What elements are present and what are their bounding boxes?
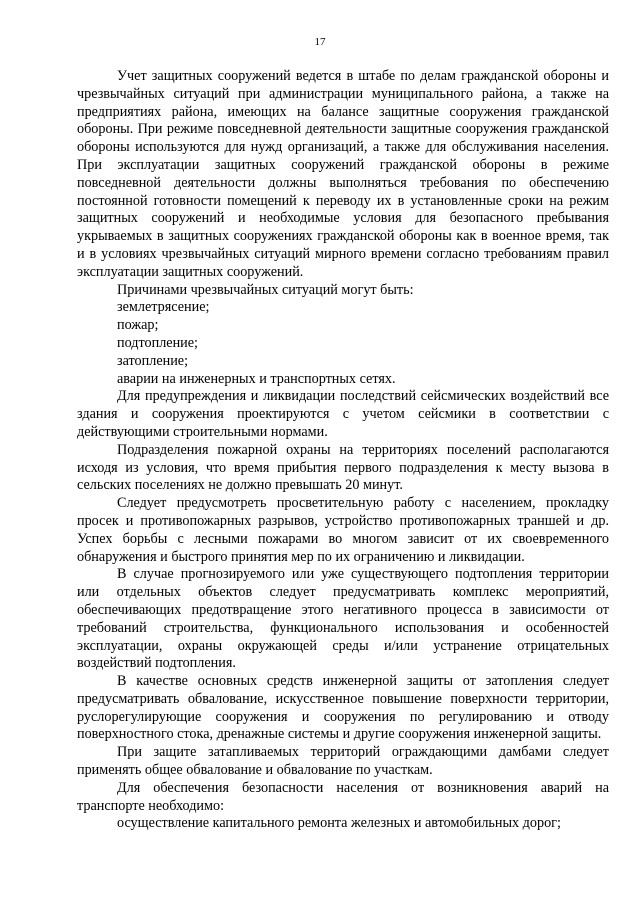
paragraph-shelters-accounting: Учет защитных сооружений ведется в штабе по делам гражданской обороны и чрезвычайных ситуаций при администрации муниципального района, а также на предприятиях района, имеющих на балансе защитные сооружения гражданской обороны. При режиме повседневной деятельности защитные сооружения гражданской обороны используются для нужд организаций, а также для обслуживания населения. При эксплуатации защитных сооружений гражданской обороны в режиме повседневной деятельности должны выполняться требования по обеспечению постоянной готовности помещений к переводу их в установленные сроки на режим защитных сооружений и необходимые условия для безопасного пребывания укрываемых в защитных сооружениях гражданской обороны как в военное время, так и в условиях чрезвычайных ситуаций мирного времени согласно требованиям правил эксплуатации защитных сооружений. [77, 68, 609, 280]
paragraph-underflooding: В случае прогнозируемого или уже существующего подтопления территории или отдельных объектов следует предусматривать комплекс мероприятий, обеспечивающих предотвращение этого негативного процесса в зависимости от требований строительства, функционального использования и особенностей эксплуатации, охраны окружающей среды и/или устранение отрицательных воздействий подтопления. [77, 566, 609, 672]
list-item-earthquake: землетрясение; [117, 299, 210, 316]
body-text [77, 68, 609, 833]
list-item-underflooding: подтопление; [117, 334, 198, 351]
paragraph-emergency-causes: Причинами чрезвычайных ситуаций могут быть: [117, 281, 414, 298]
paragraph-forest-fires: Следует предусмотреть просветительную работу с населением, прокладку просек и противопожарных разрывов, устройство противопожарных траншей и др. Успех борьбы с лесными пожарами во многом зависит от их своевременного обнаружения и быстрого принятия мер по их ограничению и ликвидации. [77, 495, 609, 565]
list-item-road-repair: осуществление капитального ремонта железных и автомобильных дорог; [117, 815, 561, 832]
page-number: 17 [314, 36, 326, 48]
list-item-network-accidents: аварии на инженерных и транспортных сетях. [117, 370, 396, 387]
paragraph-flood-protection: В качестве основных средств инженерной защиты от затопления следует предусматривать обвалование, искусственное повышение поверхности территории, руслорегулирующие сооружения и сооружения по регулированию и отводу поверхностного стока, дренажные системы и другие сооружения инженерной защиты. [77, 673, 609, 743]
list-item-fire: пожар; [117, 317, 159, 334]
paragraph-transport-safety: Для обеспечения безопасности населения от возникновения аварий на транспорте необходимо: [77, 779, 609, 814]
paragraph-seismic: Для предупреждения и ликвидации последствий сейсмических воздействий все здания и сооружения проектируются с учетом сейсмики в соответствии с действующими строительными нормами. [77, 388, 609, 440]
paragraph-fire-service: Подразделения пожарной охраны на территориях поселений располагаются исходя из условия, что время прибытия первого подразделения к месту вызова в сельских поселениях не должно превышать 20 минут. [77, 441, 609, 494]
paragraph-dams: При защите затапливаемых территорий ограждающими дамбами следует применять общее обвалование и обвалование по участкам. [77, 744, 609, 779]
list-item-flooding: затопление; [117, 352, 189, 369]
